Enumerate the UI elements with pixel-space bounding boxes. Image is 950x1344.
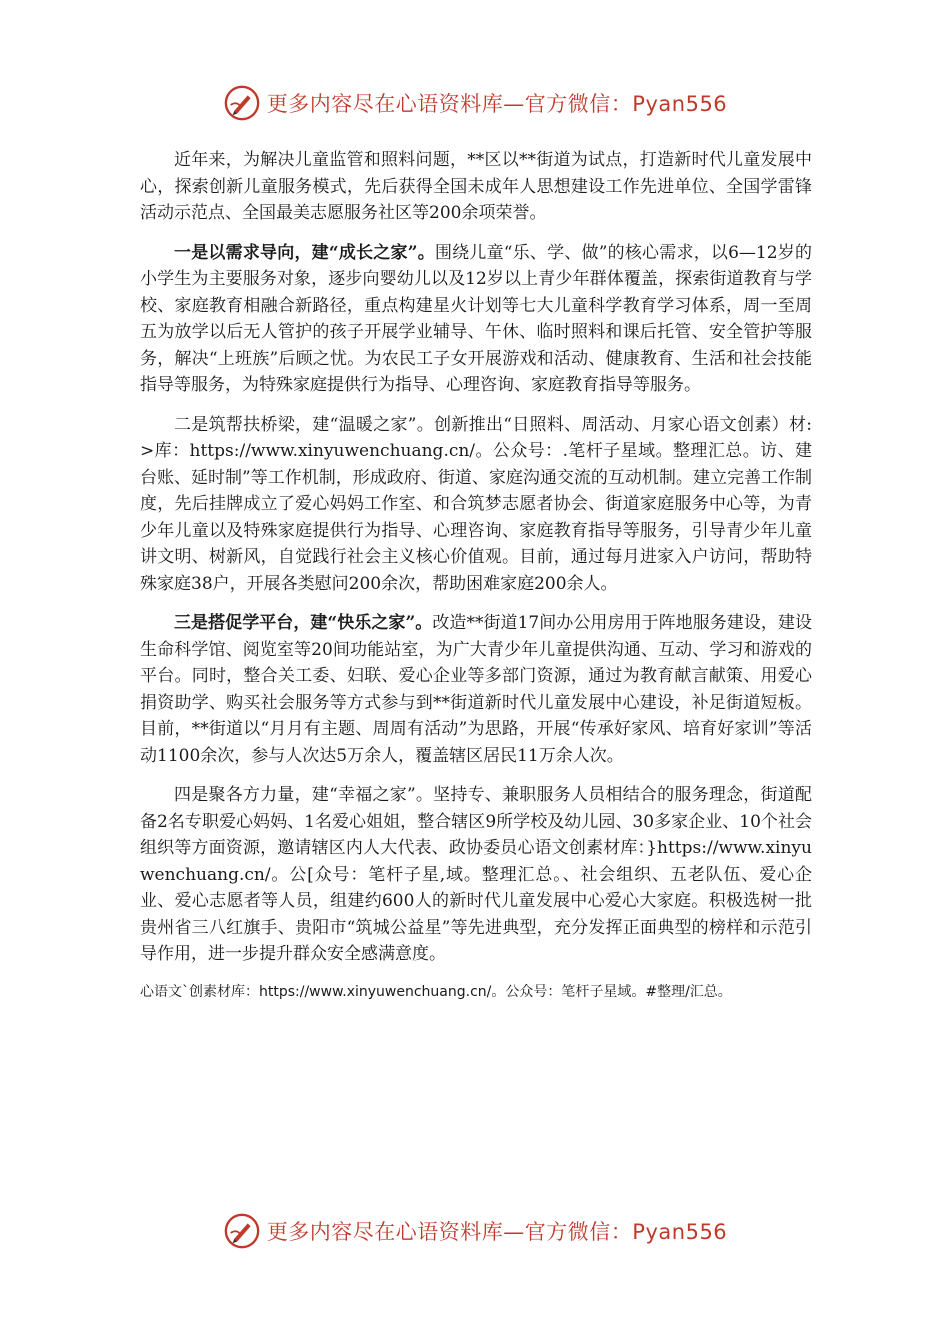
paragraph-warm-home: [140, 412, 812, 598]
document-body: [140, 147, 812, 1003]
source-footer-line: 心语文`创素材库：https://www.xinyuwenchuang.cn/。公众号：笔杆子星域。#整理/汇总。: [140, 983, 732, 1000]
paragraph-text: 四是聚各方力量，建“幸福之家”。坚持专、兼职服务人员相结合的服务理念，街道配备2名专职爱心妈妈、1名爱心姐姐，整合辖区9所学校及幼儿园、30多家企业、10个社会组织等方面资源，邀请辖区内人大代表、政协委员心语文创素材库：}https://www.xinyuwenchuang.cn/。公[众号：笔杆子星,域。整理汇总。、社会组织、五老队伍、爱心企业、爱心志愿者等人员，组建约600人的新时代儿童发展中心爱心大家庭。积极选树一批贵州省三八红旗手、贵阳市“筑城公益星”等先进典型，充分发挥正面典型的榜样和示范引导作用，进一步提升群众安全感满意度。: [140, 785, 812, 964]
paragraph-lead: 一是以需求导向，建“成长之家”。: [174, 242, 435, 263]
pen-logo-icon: [223, 84, 261, 122]
watermark-footer: [0, 1212, 950, 1250]
paragraph-text: 围绕儿童“乐、学、做”的核心需求，以6—12岁的小学生为主要服务对象，逐步向婴幼儿以及12岁以上青少年群体覆盖，探索街道教育与学校、家庭教育相融合新路径，重点构建星火计划等七大儿童科学教育学习体系，周一至周五为放学以后无人管护的孩子开展学业辅导、午休、临时照料和课后托管、安全管护等服务，解决“上班族”后顾之忧。为农民工子女开展游戏和活动、健康教育、生活和社会技能指导等服务，为特殊家庭提供行为指导、心理咨询、家庭教育指导等服务。: [140, 242, 812, 395]
paragraph-text: 近年来，为解决儿童监管和照料问题，**区以**街道为试点，打造新时代儿童发展中心，探索创新儿童服务模式，先后获得全国未成年人思想建设工作先进单位、全国学雷锋活动示范点、全国最美志愿服务社区等200余项荣誉。: [140, 150, 812, 223]
pen-logo-icon: [223, 1212, 261, 1250]
paragraph-text: 改造**街道17间办公用房用于阵地服务建设，建设生命科学馆、阅览室等20间功能站室，为广大青少年儿童提供沟通、互动、学习和游戏的平台。同时，整合关工委、妇联、爱心企业等多部门资源，通过为教育献言献策、用爱心捐资助学、购买社会服务等方式参与到**街道新时代儿童发展中心建设，补足街道短板。目前，**街道以“月月有主题、周周有活动”为思路，开展“传承好家风、培育好家训”等活动1100余次，参与人次达5万余人，覆盖辖区居民11万余人次。: [140, 613, 812, 766]
paragraph-growth-home: [140, 240, 812, 399]
paragraph-happy-home: [140, 610, 812, 769]
paragraph-text: 二是筑帮扶桥梁，建“温暖之家”。创新推出“日照料、周活动、月家心语文创素）材:>库：https://www.xinyuwenchuang.cn/。公众号：.笔杆子星域。整理汇总。访、建台账、延时制”等工作机制，形成政府、街道、家庭沟通交流的互动机制。建立完善工作制度，先后挂牌成立了爱心妈妈工作室、和合筑梦志愿者协会、街道家庭服务中心等，为青少年儿童以及特殊家庭提供行为指导、心理咨询、家庭教育指导等服务，引导青少年儿童讲文明、树新风，自觉践行社会主义核心价值观。目前，通过每月进家入户访问，帮助特殊家庭38户，开展各类慰问200余次，帮助困难家庭200余人。: [140, 414, 812, 594]
watermark-text: 更多内容尽在心语资料库—官方微信：Pyan556: [266, 92, 728, 116]
watermark-text: 更多内容尽在心语资料库—官方微信：Pyan556: [266, 1220, 728, 1244]
watermark-header: [0, 84, 950, 122]
paragraph-lead: 三是搭促学平台，建“快乐之家”。: [174, 613, 433, 633]
paragraph-intro: [140, 147, 812, 227]
paragraph-blessed-home: [140, 782, 812, 968]
